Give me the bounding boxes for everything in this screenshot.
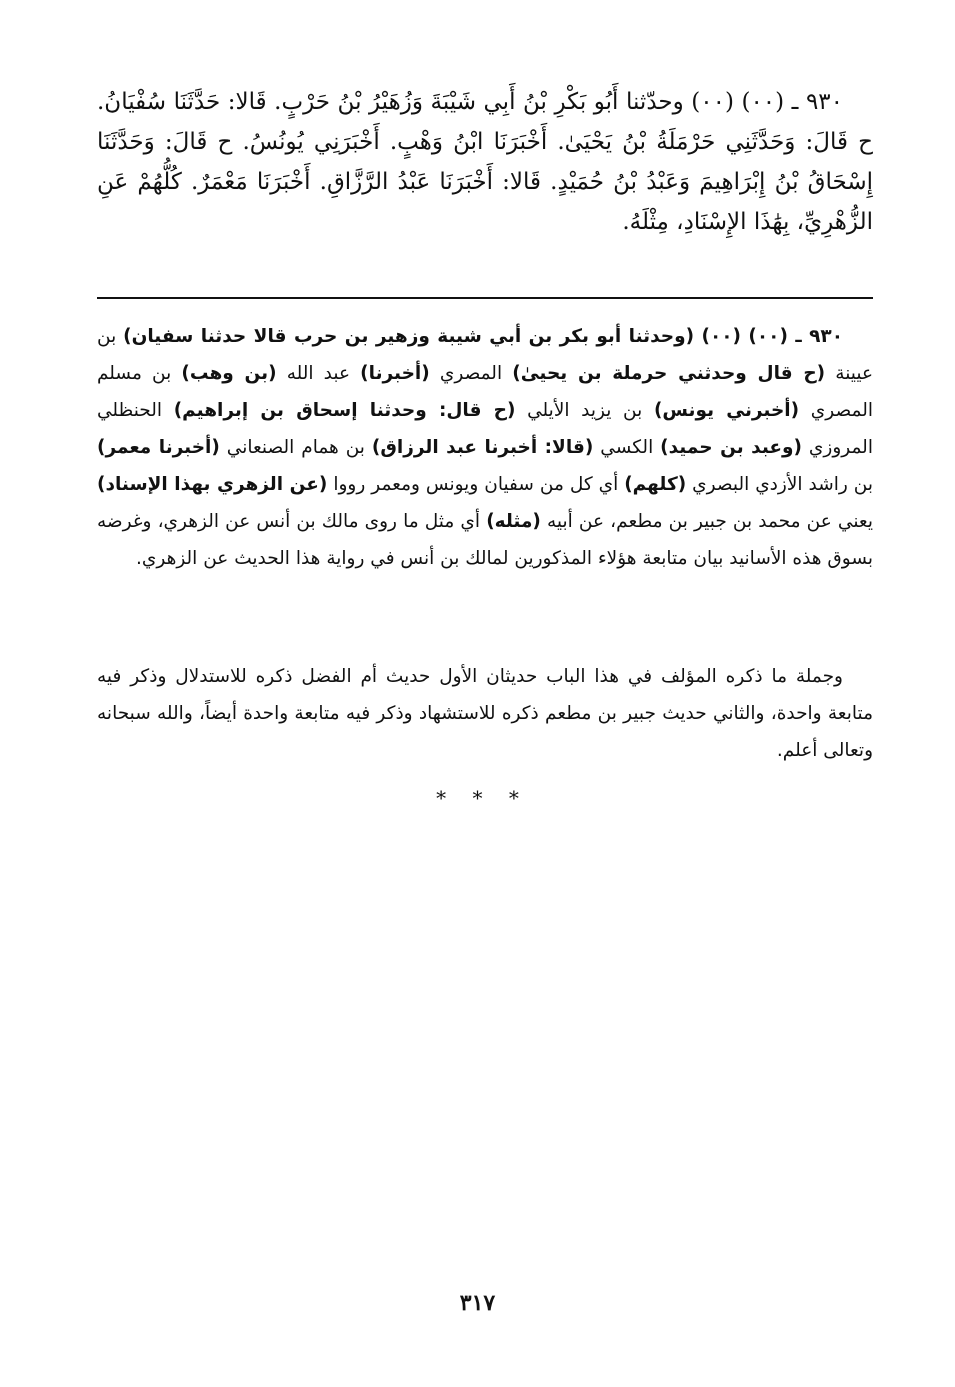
quoted-hadith-segment: (أخبرني يونس) (653, 400, 800, 421)
commentary-segment: يعني عن محمد بن جبير بن مطعم، عن أبيه (540, 511, 873, 532)
commentary-segment: الحنظلي المروزي (97, 400, 873, 458)
quoted-hadith-segment: (أخبرنا معمر) (97, 437, 220, 458)
commentary-segment: بن عيينة (97, 326, 874, 384)
commentary-segment: عبد الله (276, 363, 361, 384)
quoted-hadith-segment: ٩٣٠ ـ (٠٠) (٠٠) (وحدثنا أبو بكر بن أبي شيبة وزهير بن حرب قالا حدثنا سفيان) (123, 326, 843, 347)
commentary-segment: بن راشد الأزدي البصري (686, 474, 873, 495)
commentary-segment: بن يزيد الأيلي (515, 400, 654, 421)
commentary-segment: أي كل من سفيان ويونس ومعمر رووا (327, 474, 625, 495)
commentary-segment: أي مثل ما روى مالك بن أنس عن الزهري، وغرضه بسوق هذه الأسانيد بيان متابعة هؤلاء المذكورين لمالك بن أنس في رواية هذا الحديث عن الزهري. (97, 511, 873, 569)
commentary-segment: الكسي (593, 437, 661, 458)
quoted-hadith-segment: (عن الزهري بهذا الإسناد) (97, 474, 328, 495)
commentary-paragraph-2: وجملة ما ذكره المؤلف في هذا الباب حديثان الأول حديث أم الفضل ذكره للاستدلال وذكر فيه متابعة واحدة، والثاني حديث جبير بن مطعم ذكره للاستشهاد وذكر فيه متابعة واحدة أيضاً، والله سبحانه وتعالى أعلم. (97, 666, 873, 761)
commentary-segment: المصري (429, 363, 513, 384)
quoted-hadith-segment: (وعبد بن حميد) (660, 437, 802, 458)
quoted-hadith-segment: (بن وهب) (181, 363, 277, 384)
commentary-segment: بن همام الصنعاني (219, 437, 372, 458)
quoted-hadith-segment: (قالا: أخبرنا عبد الرزاق) (371, 437, 594, 458)
footnote-divider (97, 297, 873, 299)
quoted-hadith-segment: (مثله) (486, 511, 541, 532)
quoted-hadith-segment: (ح قال وحدثني حرملة بن يحيىٰ) (512, 363, 826, 384)
quoted-hadith-segment: (ح قال: وحدثنا إسحاق بن إبراهيم) (173, 400, 516, 421)
hadith-text: ٩٣٠ ـ (٠٠) (٠٠) وحدّثنا أَبُو بَكْرِ بْنُ أَبِي شَيْبَةَ وَزُهَيْرُ بْنُ حَرْبٍ. قَالا: حَدَّثَنَا سُفْيَانُ. ح قَالَ: وَحَدَّثَنِي حَرْمَلَةُ بْنُ يَحْيَىٰ. أَخْبَرَنَا ابْنُ وَهْبٍ. أَخْبَرَنِي يُونُسُ. ح قَالَ: وَحَدَّثَنَا إِسْحَاقُ بْنُ إِبْرَاهِيمَ وَعَبْدُ بْنُ حُمَيْدٍ. قَالا: أَخْبَرَنَا عَبْدُ الرَّزَّاقِ. أَخْبَرَنَا مَعْمَرٌ. كُلُّهُمْ عَنِ الزُّهْرِيِّ، بِهَٰذَا الإِسْنَادِ، مِثْلَهُ. (97, 89, 873, 235)
page-number: ٣١٧ (459, 1290, 496, 1316)
section-separator-stars: * * * (436, 786, 519, 810)
quoted-hadith-segment: (أخبرنا) (360, 363, 430, 384)
commentary-segment: بن مسلم المصري (97, 363, 873, 421)
quoted-hadith-segment: (كلهم) (624, 474, 687, 495)
commentary-paragraph-1 (97, 318, 873, 577)
